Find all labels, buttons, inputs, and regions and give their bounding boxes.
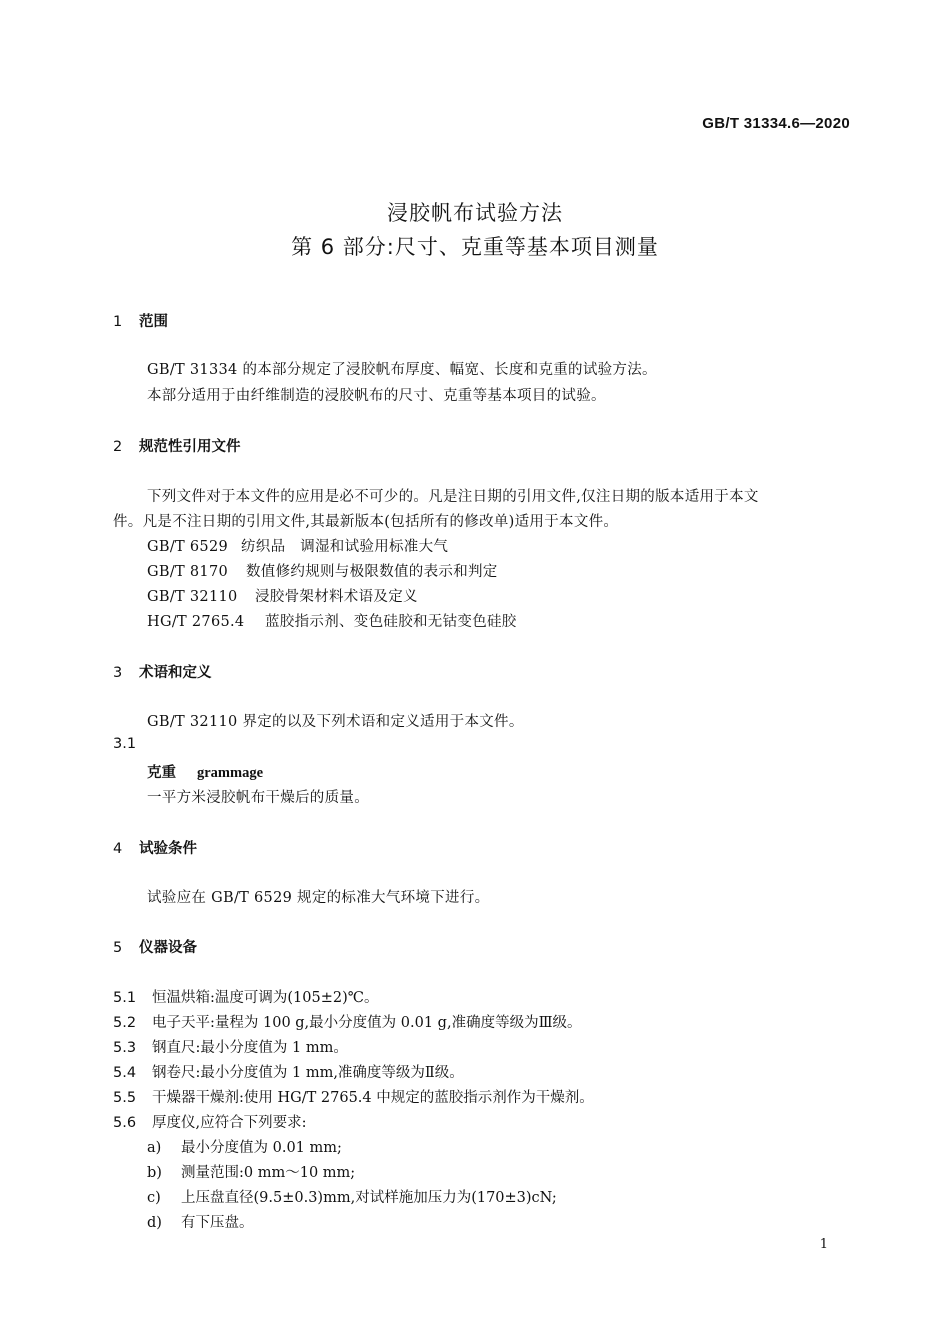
reference-item: [147, 535, 448, 556]
subitem-text: 测量范围:0 mm～10 mm;: [181, 1165, 356, 1181]
section-2-paragraph-line-2: 件。凡是不注日期的引用文件,其最新版本(包括所有的修改单)适用于本文件。: [113, 514, 619, 530]
section-title: 术语和定义: [139, 665, 212, 681]
section-1-heading: [113, 310, 168, 331]
clause-number: 5.6: [113, 1115, 137, 1131]
section-title: 试验条件: [139, 841, 197, 857]
apparatus-item: [113, 1036, 348, 1057]
term-definition: 一平方米浸胶帆布干燥后的质量。: [147, 790, 369, 806]
clause-number: 5.4: [113, 1065, 137, 1081]
subclause-number: 3.1: [113, 736, 137, 752]
apparatus-item: [113, 986, 378, 1007]
section-4-paragraph: 试验应在 GB/T 6529 规定的标准大气环境下进行。: [147, 890, 490, 906]
reference-title: 蓝胶指示剂、变色硅胶和无钴变色硅胶: [265, 614, 517, 630]
requirement-subitem: [147, 1211, 254, 1232]
subitem-label: a): [147, 1140, 162, 1156]
reference-title: 纺织品 调湿和试验用标准大气: [241, 539, 449, 555]
clause-text: 厚度仪,应符合下列要求:: [152, 1115, 307, 1131]
reference-code: HG/T 2765.4: [147, 614, 245, 630]
apparatus-item: [113, 1011, 582, 1032]
clause-number: 5.5: [113, 1090, 137, 1106]
section-number: 5: [113, 940, 123, 956]
subitem-label: d): [147, 1215, 162, 1231]
clause-text: 干燥器干燥剂:使用 HG/T 2765.4 中规定的蓝胶指示剂作为干燥剂。: [152, 1090, 594, 1106]
section-title: 规范性引用文件: [139, 439, 241, 455]
reference-item: [147, 610, 517, 631]
clause-text: 恒温烘箱:温度可调为(105±2)℃。: [152, 990, 379, 1006]
clause-number: 5.1: [113, 990, 137, 1006]
section-2-heading: [113, 435, 241, 456]
reference-title: 数值修约规则与极限数值的表示和判定: [246, 564, 498, 580]
clause-number: 5.3: [113, 1040, 137, 1056]
clause-text: 钢直尺:最小分度值为 1 mm。: [152, 1040, 348, 1056]
clause-text: 钢卷尺:最小分度值为 1 mm,准确度等级为Ⅱ级。: [152, 1065, 464, 1081]
apparatus-item: [113, 1086, 594, 1107]
section-4-heading: [113, 837, 197, 858]
clause-text: 电子天平:量程为 100 g,最小分度值为 0.01 g,准确度等级为Ⅲ级。: [152, 1015, 582, 1031]
requirement-subitem: [147, 1161, 355, 1182]
section-2-paragraph-line-1: 下列文件对于本文件的应用是必不可少的。凡是注日期的引用文件,仅注日期的版本适用于本文: [147, 489, 759, 505]
section-5-heading: [113, 936, 197, 957]
apparatus-item: [113, 1061, 464, 1082]
requirement-subitem: [147, 1186, 557, 1207]
requirement-subitem: [147, 1136, 342, 1157]
term-entry: [147, 761, 263, 782]
section-1-paragraph-1: GB/T 31334 的本部分规定了浸胶帆布厚度、幅宽、长度和克重的试验方法。: [147, 362, 657, 378]
reference-code: GB/T 8170: [147, 564, 229, 580]
section-number: 2: [113, 439, 123, 455]
section-number: 3: [113, 665, 123, 681]
section-number: 4: [113, 841, 123, 857]
standard-number: GB/T 31334.6—2020: [702, 115, 850, 132]
section-3-heading: [113, 661, 212, 682]
document-title: 浸胶帆布试验方法: [387, 201, 563, 225]
subitem-text: 有下压盘。: [181, 1215, 254, 1231]
reference-title: 浸胶骨架材料术语及定义: [255, 589, 418, 605]
section-title: 范围: [139, 314, 168, 330]
subitem-label: b): [147, 1165, 162, 1181]
subitem-text: 上压盘直径(9.5±0.3)mm,对试样施加压力为(170±3)cN;: [181, 1190, 557, 1206]
reference-code: GB/T 6529: [147, 539, 229, 555]
term-english: grammage: [197, 765, 264, 781]
apparatus-item: [113, 1111, 307, 1132]
reference-code: GB/T 32110: [147, 589, 238, 605]
reference-item: [147, 585, 418, 606]
section-1-paragraph-2: 本部分适用于由纤维制造的浸胶帆布的尺寸、克重等基本项目的试验。: [147, 388, 606, 404]
document-subtitle: 第 6 部分:尺寸、克重等基本项目测量: [291, 235, 659, 259]
subitem-text: 最小分度值为 0.01 mm;: [181, 1140, 342, 1156]
clause-number: 5.2: [113, 1015, 137, 1031]
reference-item: [147, 560, 498, 581]
section-3-paragraph: GB/T 32110 界定的以及下列术语和定义适用于本文件。: [147, 714, 524, 730]
section-number: 1: [113, 314, 123, 330]
subitem-label: c): [147, 1190, 161, 1206]
page-number: 1: [819, 1237, 828, 1252]
section-title: 仪器设备: [139, 940, 197, 956]
term-chinese: 克重: [147, 765, 176, 781]
